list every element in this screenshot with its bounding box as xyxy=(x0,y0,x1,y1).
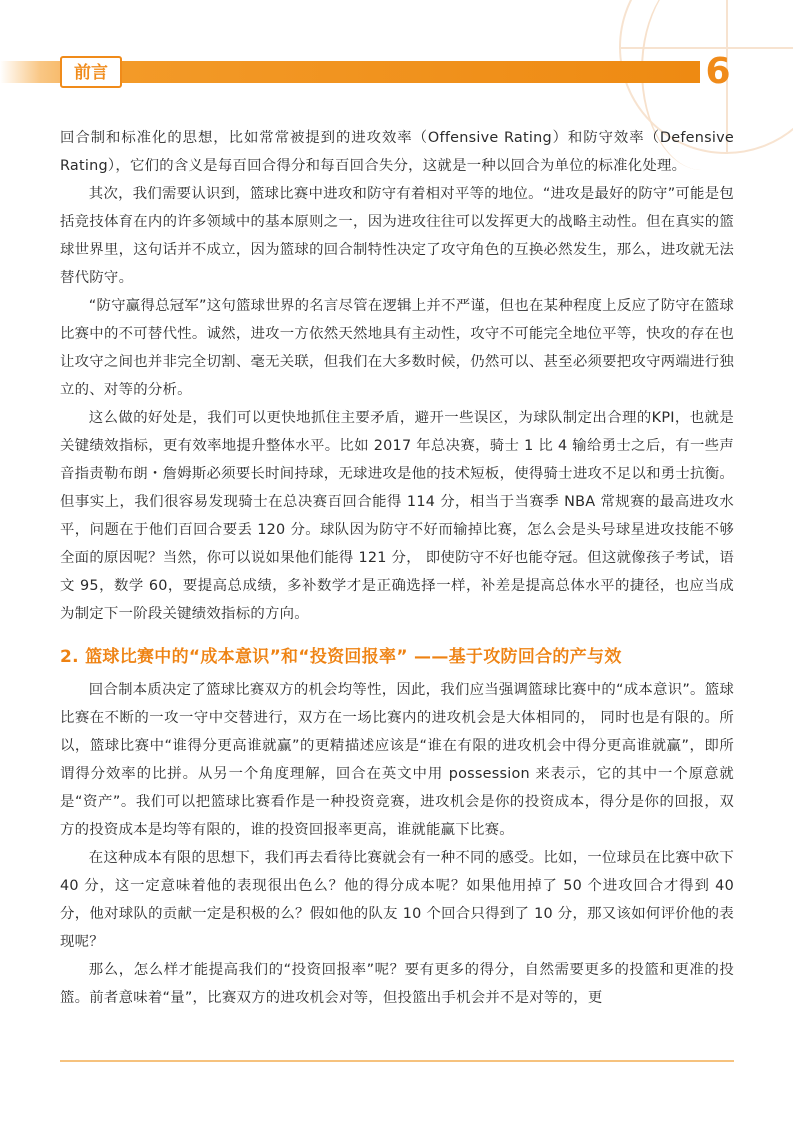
paragraph-4: 这么做的好处是，我们可以更快地抓住主要矛盾，避开一些误区，为球队制定出合理的KPI，也就是关键绩效指标，更有效率地提升整体水平。比如 2017 年总决赛，骑士 1 比 4 输给勇士之后，有一些声音指责勒布朗・詹姆斯必须要长时间持球，无球进攻是他的技术短板，使得骑士进攻不足以和勇士抗衡。但事实上，我们很容易发现骑士在总决赛百回合能得 114 分，相当于当赛季 NBA 常规赛的最高进攻水平，问题在于他们百回合要丢 120 分。球队因为防守不好而输掉比赛，怎么会是头号球星进攻技能不够全面的原因呢？当然，你可以说如果他们能得 121 分， 即使防守不好也能夺冠。但这就像孩子考试，语文 95，数学 60，要提高总成绩，多补数学才是正确选择一样，补差是提高总体水平的捷径，也应当成为制定下一阶段关键绩效指标的方向。 xyxy=(60,410,734,622)
paragraph-2: 其次，我们需要认识到，篮球比赛中进攻和防守有着相对平等的地位。“进攻是最好的防守”可能是包括竞技体育在内的许多领域中的基本原则之一，因为进攻往往可以发挥更大的战略主动性。但在真实的篮球世界里，这句话并不成立，因为篮球的回合制特性决定了攻守角色的互换必然发生，那么，进攻就无法替代防守。 xyxy=(60,186,734,286)
paragraph-3: “防守赢得总冠军”这句篮球世界的名言尽管在逻辑上并不严谨，但也在某种程度上反应了防守在篮球比赛中的不可替代性。诚然，进攻一方依然天然地具有主动性，攻守不可能完全地位平等，快攻的存在也让攻守之间也并非完全切割、毫无关联，但我们在大多数时候，仍然可以、甚至必须要把攻守两端进行独立的、对等的分析。 xyxy=(60,298,734,398)
page-number: 6 xyxy=(705,51,731,92)
paragraph-6: 在这种成本有限的思想下，我们再去看待比赛就会有一种不同的感受。比如，一位球员在比赛中砍下 40 分，这一定意味着他的表现很出色么？他的得分成本呢？如果他用掉了 50 个进攻回合才得到 40 分，他对球队的贡献一定是积极的么？假如他的队友 10 个回合只得到了 10 分，那又该如何评价他的表现呢？ xyxy=(60,850,734,950)
paragraph-1: 回合制和标准化的思想，比如常常被提到的进攻效率（Offensive Rating）和防守效率（Defensive Rating），它们的含义是每百回合得分和每百回合失分，这就是一种以回合为单位的标准化处理。 xyxy=(60,130,734,174)
page-content xyxy=(60,124,734,1012)
section-label: 前言 xyxy=(60,56,122,88)
section-heading: 2. 篮球比赛中的“成本意识”和“投资回报率” ——基于攻防回合的产与效 xyxy=(60,647,622,667)
paragraph-7: 那么，怎么样才能提高我们的“投资回报率”呢？要有更多的得分，自然需要更多的投篮和更准的投篮。前者意味着“量”，比赛双方的进攻机会对等，但投篮出手机会并不是对等的，更 xyxy=(60,962,734,1006)
footer-divider xyxy=(60,1060,734,1062)
paragraph-5: 回合制本质决定了篮球比赛双方的机会均等性，因此，我们应当强调篮球比赛中的“成本意识”。篮球比赛在不断的一攻一守中交替进行，双方在一场比赛内的进攻机会是大体相同的， 同时也是有限的。所以，篮球比赛中“谁得分更高谁就赢”的更精描述应该是“谁在有限的进攻机会中得分更高谁就赢”，即所谓得分效率的比拼。从另一个角度理解，回合在英文中用 possession 来表示，它的其中一个原意就是“资产”。我们可以把篮球比赛看作是一种投资竞赛，进攻机会是你的投资成本，得分是你的回报，双方的投资成本是均等有限的，谁的投资回报率更高，谁就能赢下比赛。 xyxy=(60,682,734,838)
